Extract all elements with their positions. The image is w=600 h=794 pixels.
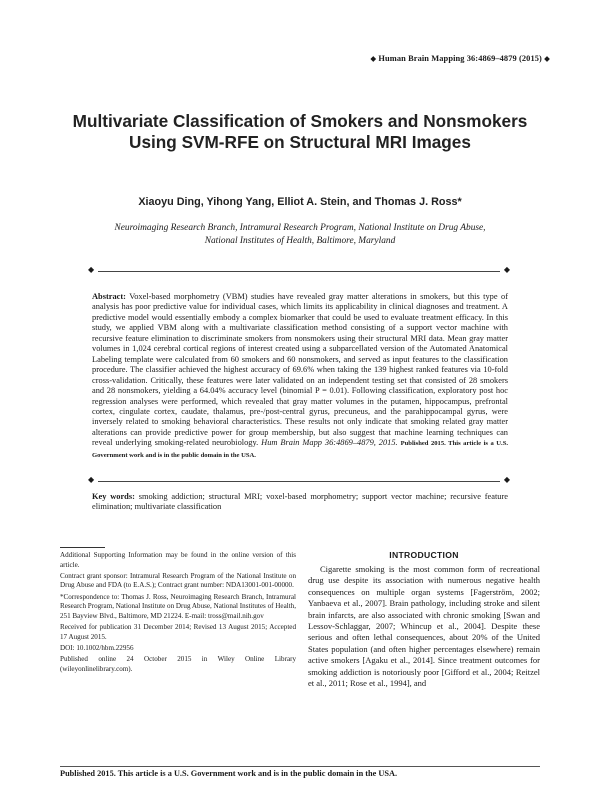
keywords-label: Key words: <box>92 492 135 501</box>
author-list: Xiaoyu Ding, Yihong Yang, Elliot A. Stein, and Thomas J. Ross* <box>138 196 462 208</box>
introduction-text: Cigarette smoking is the most common form of recreational drug use despite its association with numerous negative health consequences on multiple organ systems [Fagerström, 2002; Yanbaeva et al., 2007]. Brain pathology, including stroke and silent brain infarcts, are also associated with chronic smoking [Swan and Lessov-Schlaggar, 2007; Whincup et al., 2004]. Despite these serious and often lethal consequences, about 20% of the United States population (and often higher percentages elsewhere) remain active smokers [Agaku et al., 2014]. Since treatment outcomes for smoking addiction is notoriously poor [Gifford et al., 2004; Reitzel et al., 2011; Rose et al., 1994], and <box>308 564 540 689</box>
footnote-supporting-info: Additional Supporting Information may be found in the online version of this article. <box>60 551 296 569</box>
diamond-icon: ◆ <box>88 265 95 274</box>
diamond-icon: ◆ <box>370 54 377 63</box>
abstract-publication-note: Published 2015. This article is a U.S. Government work and is in the public domain in the USA. <box>92 440 509 459</box>
footnote-doi: DOI: 10.1002/hbm.22956 <box>60 643 134 652</box>
public-domain-statement: Published 2015. This article is a U.S. Government work and is in the public domain in the USA. <box>60 769 398 778</box>
footnote-published-online: Published online 24 October 2015 in Wiley Online Library (wileyonlinelibrary.com). <box>60 654 296 673</box>
keywords-text: smoking addiction; structural MRI; voxel-based morphometry; support vector machine; recursive feature elimination; multivariate classification <box>92 492 508 512</box>
journal-citation: Human Brain Mapping 36:4869–4879 (2015) <box>378 54 542 63</box>
diamond-icon: ◆ <box>544 54 550 63</box>
footnote-received: Received for publication 31 December 2014; Revised 13 August 2015; Accepted 17 August 2015. <box>60 622 296 641</box>
abstract <box>92 292 508 461</box>
abstract-bottom-rule <box>88 477 510 487</box>
footnotes <box>60 551 296 676</box>
author-affiliation: Neuroimaging Research Branch, Intramural Research Program, National Institute on Drug Abuse, National Institutes of Health, Baltimore, Maryland <box>114 223 486 246</box>
footnote-correspondence: *Correspondence to: Thomas J. Ross, Neuroimaging Research Branch, Intramural Research Program, National Institute on Drug Abuse, National Institutes of Health, 251 Bayview Blvd., Baltimore, MD 21224. E-mail: tross@mail.nih.gov <box>60 592 296 620</box>
footnote-grant: Contract grant sponsor: Intramural Research Program of the National Institute on Drug Abuse and FDA (to E.A.S.); Contract grant number: NDA13001-001-00000. <box>60 571 296 590</box>
abstract-body: Voxel-based morphometry (VBM) studies have revealed gray matter alterations in smokers, but this type of analysis has poor predictive value for individual cases, which limits its applicability in clinical diagnoses and treatment. A predictive model would essentially embody a complex biomarker that could be used to evaluate treatment efficacy. In this study, we applied VBM along with a multivariate classification method consisting of a support vector machine with recursive feature elimination to discriminate smokers from nonsmokers using their structural MRI data. Mean gray matter volumes in 1,024 cerebral cortical regions of interest created using a subparcellated version of the Automated Anatomical Labeling template were calculated from 60 smokers and 60 nonsmokers, and served as input features to the classification procedure. The classifier achieved the highest accuracy of 69.6% when taking the 139 highest ranked features via 10-fold cross-validation. Critically, these features were later validated on an independent testing set that consisted of 28 smokers and 28 nonsmokers, yielding a 64.04% accuracy level (binomial P = 0.01). Following classification, exploratory post hoc regression analyses were performed, which revealed that gray matter volumes in the putamen, hippocampus, prefrontal cortex, cingulate cortex, caudate, thalamus, pre-/post-central gyrus, precuneus, and the parahippocampal gyrus, were inversely related to smoking behavioral characteristics. These results not only indicate that smoking related gray matter alterations can provide predictive power for group membership, but also suggest that machine learning techniques can reveal underlying smoking-related neurobiology. <box>92 292 508 448</box>
running-head <box>370 54 550 63</box>
article-title: Multivariate Classification of Smokers and Nonsmokers Using SVM-RFE on Structural MRI Images <box>72 111 528 152</box>
abstract-label: Abstract: <box>92 292 126 301</box>
bottom-rule <box>60 766 540 767</box>
abstract-citation: Hum Brain Mapp 36:4869–4879, 2015. <box>261 438 398 448</box>
diamond-icon: ◆ <box>503 265 510 274</box>
diamond-icon: ◆ <box>88 475 95 484</box>
diamond-icon: ◆ <box>503 475 510 484</box>
introduction-heading: INTRODUCTION <box>389 550 459 560</box>
keywords <box>92 492 508 513</box>
footnote-rule <box>60 547 105 548</box>
abstract-top-rule <box>88 267 510 277</box>
